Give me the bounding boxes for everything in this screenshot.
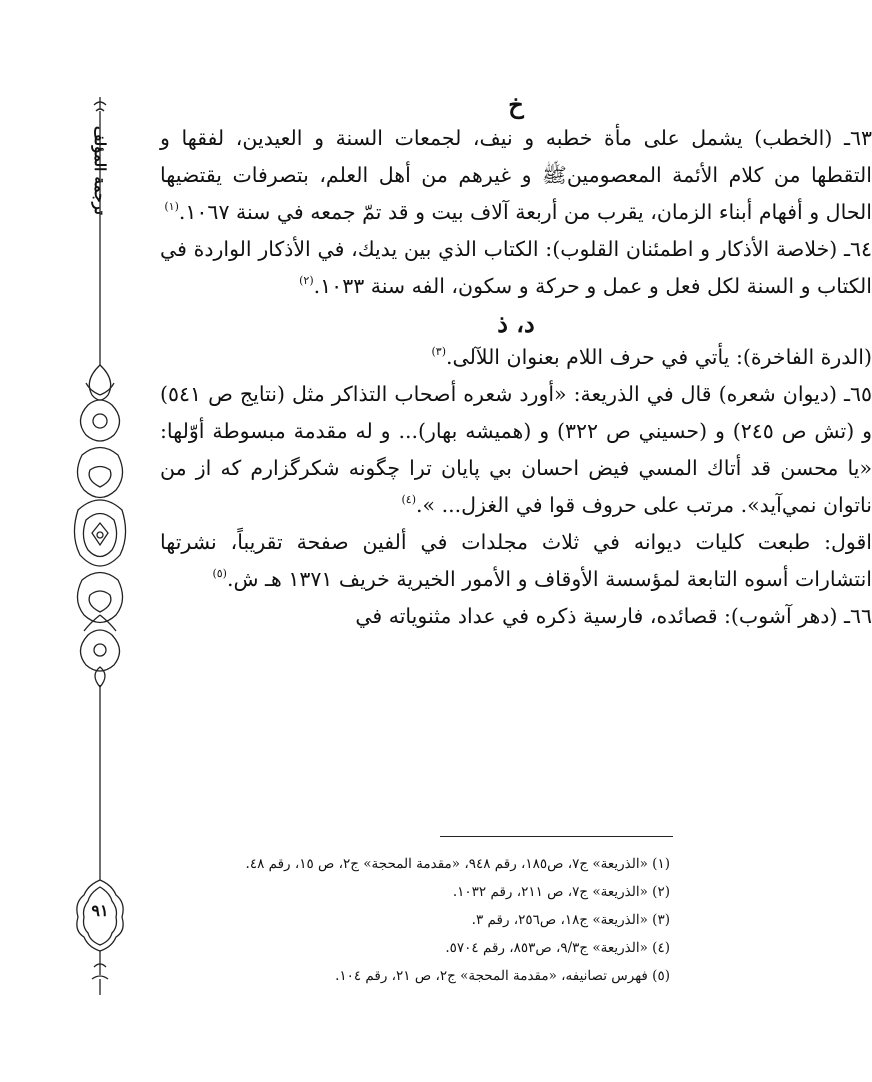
arabesque-vine-ornament-icon bbox=[70, 95, 130, 1025]
paragraph: ٦٥ـ (ديوان شعره) قال في الذريعة: «أورد شعره أصحاب التذاكر مثل (نتايج ص ٥٤١) و (تش ص ٢٤٥) و (حسيني ص ٣٢٢) و (هميشه بهار)... و له مقدمة مبسوطة أوّلها: «يا محسن قد أتاك المسي فيض احسان بي پايان ترا چگونه شكرگزارم كه از من ناتوان نمي‌آيد». مرتب على حروف قوا في الغزل... ».$^{(٤)}$ bbox=[160, 382, 872, 517]
running-title: ترجمة المؤلف bbox=[91, 125, 109, 215]
footnote-marker: (٥) bbox=[212, 567, 227, 580]
footnote: (٢) «الذريعة» ج٧، ص ٢١١، رقم ١٠٣٢. bbox=[452, 884, 670, 900]
page-number: ٩١ bbox=[91, 901, 109, 920]
section-heading: د، ذ bbox=[497, 309, 535, 338]
ornamental-sidebar bbox=[70, 95, 130, 1025]
paragraph: (الدرة الفاخرة): يأتي في حرف اللام بعنوان اللآلى.$^{(٣)}$ bbox=[431, 345, 872, 369]
section-heading: خ bbox=[508, 90, 524, 119]
footnote-marker: (١) bbox=[164, 200, 179, 213]
paragraph: ٦٦ـ (دهر آشوب): قصائده، فارسية ذكره في عداد مثنوياته في bbox=[355, 604, 872, 628]
footnote-marker: (٤) bbox=[401, 493, 417, 506]
main-text-column bbox=[160, 90, 872, 635]
footnote: (١) «الذريعة» ج٧، ص١٨٥، رقم ٩٤٨، «مقدمة المحجة» ج٢، ص ١٥، رقم ٤٨. bbox=[245, 856, 670, 872]
paragraph: اقول: طبعت كليات ديوانه في ثلاث مجلدات في ألفين صفحة تقريباً، نشرتها انتشارات أسوه التابعة لمؤسسة الأوقاف و الأمور الخيرية خريف ١٣٧١ هـ ش.$^{(٥)}$ bbox=[160, 530, 872, 591]
footnote: (٤) «الذريعة» ج٩/٣، ص٨٥٣، رقم ٥٧٠٤. bbox=[445, 940, 670, 956]
footnote: (٣) «الذريعة» ج١٨، ص٢٥٦، رقم ٣. bbox=[471, 912, 670, 928]
footnote: (٥) فهرس تصانيفه، «مقدمة المحجة» ج٢، ص ٢١، رقم ١٠٤. bbox=[335, 968, 670, 984]
paragraph: ٦٤ـ (خلاصة الأذكار و اطمئنان القلوب): الكتاب الذي بين يديك، في الأذكار الواردة في الكتاب و السنة لكل فعل و عمل و حركة و سكون، الفه سنة ١٠٣٣.$^{(٢)}$ bbox=[160, 237, 872, 298]
footnote-marker: (٣) bbox=[431, 345, 446, 358]
footnote-marker: (٢) bbox=[299, 274, 314, 287]
paragraph: ٦٣ـ (الخطب) يشمل على مأة خطبه و نيف، لجمعات السنة و العيدين، لفقها و التقطها من كلام الأئمة المعصومينﷺ و غيرهم من أهل العلم، بتصرفات يقتضيها الحال و أفهام أبناء الزمان، يقرب من أربعة آلاف بيت و قد تمّ جمعه في سنة ١٠٦٧.$^{(١)}$ bbox=[160, 126, 872, 224]
footnote-divider bbox=[440, 836, 673, 837]
footnotes bbox=[160, 850, 670, 990]
